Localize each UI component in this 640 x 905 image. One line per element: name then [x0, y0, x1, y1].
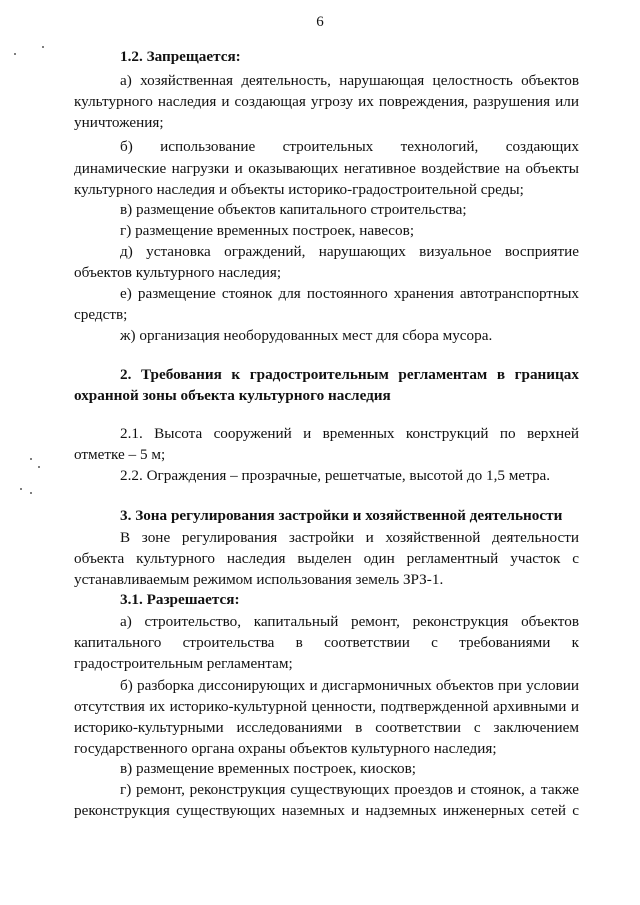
text-line: капитального строительства в соответствии с требованиями к — [74, 634, 579, 651]
text-line: государственного органа охраны объектов культурного наследия; — [74, 740, 497, 757]
text-line: объекта культурного наследия выделен один регламентный участок с — [74, 550, 579, 567]
text-line: отсутствия их историко-культурной ценности, подтвержденной архивными и — [74, 698, 579, 715]
text-line: а) строительство, капитальный ремонт, реконструкция объектов — [120, 613, 579, 630]
text-line: 2. Требования к градостроительным регламентам в границах — [120, 366, 579, 383]
text-line: реконструкция существующих наземных и надземных инженерных сетей с — [74, 802, 579, 819]
text-line: объектов культурного наследия; — [74, 264, 282, 281]
text-line: г) ремонт, реконструкция существующих проездов и стоянок, а также — [120, 781, 579, 798]
scan-speck — [30, 458, 32, 460]
scan-speck — [20, 488, 22, 490]
text-line: 3.1. Разрешается: — [120, 591, 240, 608]
scan-speck — [30, 492, 32, 494]
text-line: б) разборка диссонирующих и дисгармоничных объектов при условии — [120, 677, 579, 694]
text-line: е) размещение стоянок для постоянного хранения автотранспортных — [120, 285, 579, 302]
text-line: устанавливаемым режимом использования земель ЗРЗ-1. — [74, 571, 444, 588]
text-line: культурного наследия и объекты историко-градостроительной среды; — [74, 181, 524, 198]
text-line: средств; — [74, 306, 128, 323]
text-line: градостроительным регламентам; — [74, 655, 293, 672]
text-line: б) использование строительных технологий, создающих — [120, 138, 579, 155]
text-line: динамические нагрузки и оказывающих негативное воздействие на объекты — [74, 160, 579, 177]
text-line: 3. Зона регулирования застройки и хозяйственной деятельности — [120, 507, 563, 524]
text-line: охранной зоны объекта культурного наследия — [74, 387, 391, 404]
text-line: 1.2. Запрещается: — [120, 48, 241, 65]
text-line: культурного наследия и создающая угрозу их повреждения, разрушения или — [74, 93, 579, 110]
scan-speck — [14, 53, 16, 55]
text-line: уничтожения; — [74, 114, 164, 131]
text-line: а) хозяйственная деятельность, нарушающая целостность объектов — [120, 72, 579, 89]
text-line: в) размещение объектов капитального строительства; — [120, 201, 467, 218]
text-line: д) установка ограждений, нарушающих визуальное восприятие — [120, 243, 579, 260]
text-line: ж) организация необорудованных мест для сбора мусора. — [120, 327, 493, 344]
page-number: 6 — [316, 14, 324, 30]
text-line: отметке – 5 м; — [74, 446, 166, 463]
text-line: В зоне регулирования застройки и хозяйственной деятельности — [120, 529, 579, 546]
scan-speck — [38, 466, 40, 468]
text-line: 2.2. Ограждения – прозрачные, решетчатые, высотой до 1,5 метра. — [120, 467, 551, 484]
scan-speck — [42, 46, 44, 48]
text-line: 2.1. Высота сооружений и временных конструкций по верхней — [120, 425, 579, 442]
text-line: г) размещение временных построек, навесов; — [120, 222, 415, 239]
text-line: историко-культурными исследованиями в соответствии с заключением — [74, 719, 579, 736]
text-line: в) размещение временных построек, киосков; — [120, 760, 416, 777]
